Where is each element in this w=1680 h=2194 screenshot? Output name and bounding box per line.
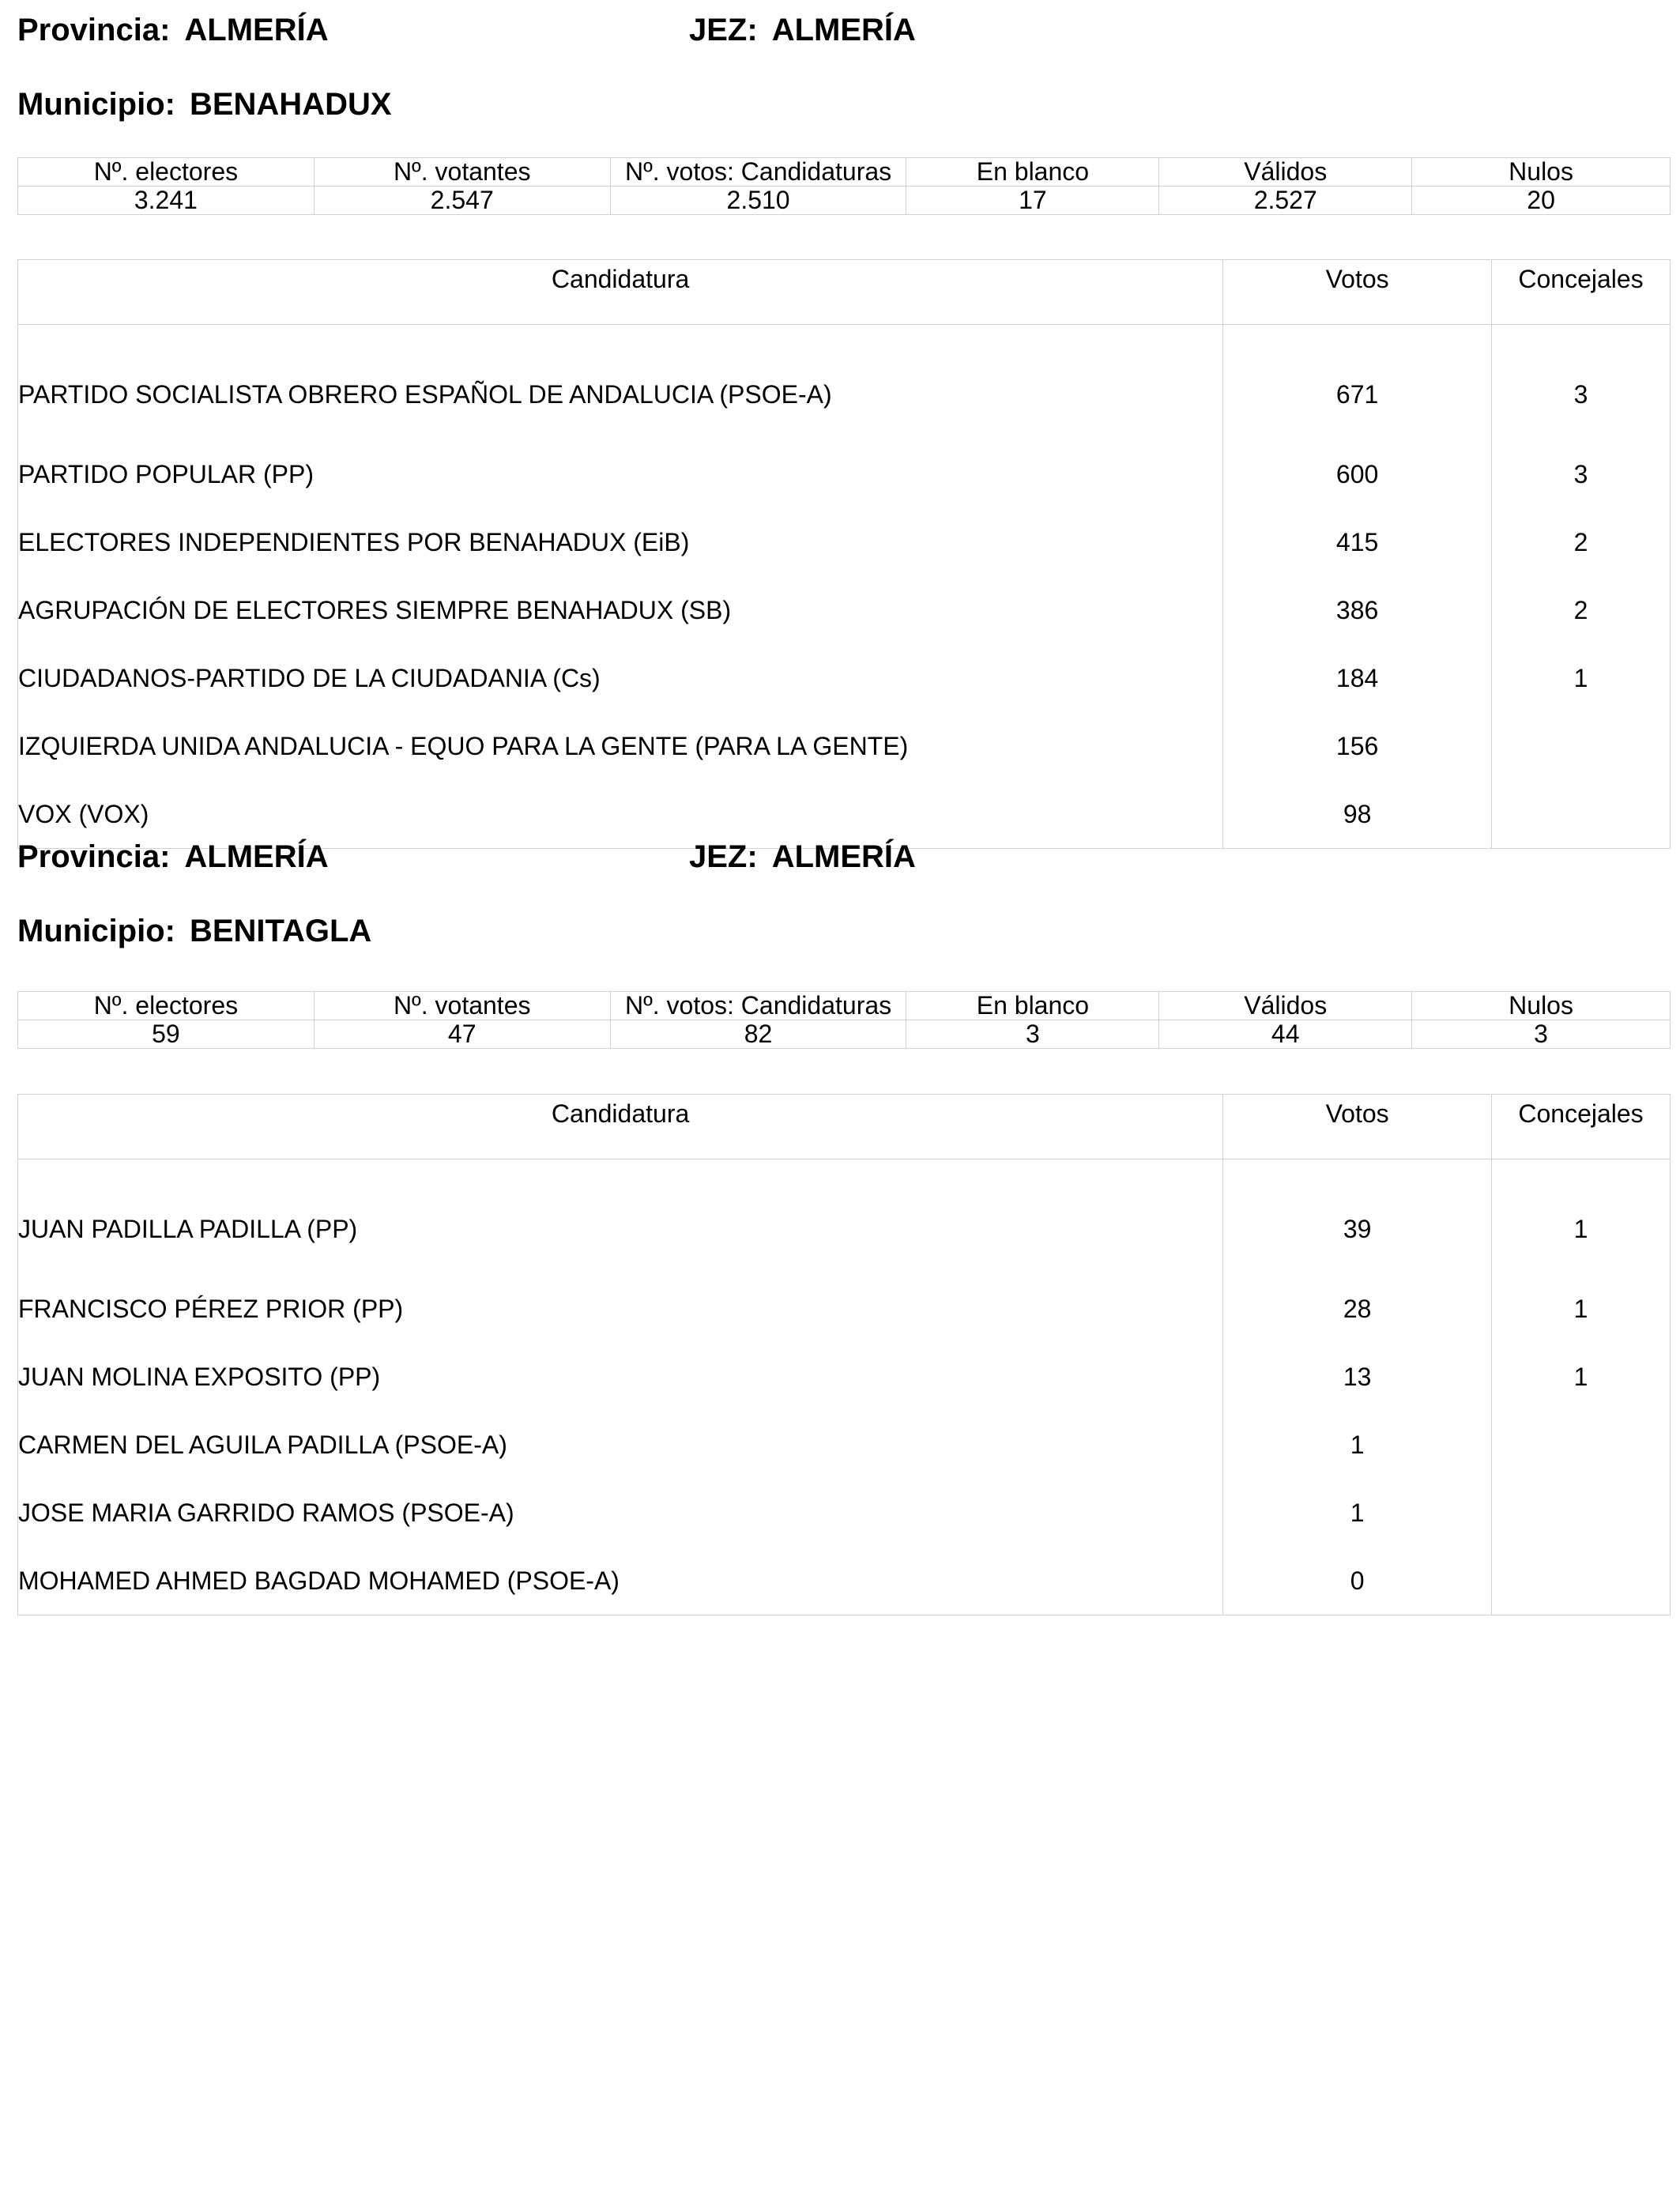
- concejales-cell: [1492, 712, 1671, 780]
- summary-value-cell: 44: [1159, 1020, 1412, 1049]
- summary-header-cell: Nº. votos: Candidaturas: [610, 158, 906, 187]
- concejales-cell: 2: [1492, 576, 1671, 644]
- provincia-header: [17, 11, 916, 49]
- summary-header-cell: Nº. votantes: [314, 992, 610, 1020]
- municipio-header: [17, 85, 392, 123]
- concejales-cell: 1: [1492, 1159, 1671, 1276]
- results-header-concejales: Concejales: [1492, 260, 1671, 325]
- votos-cell: 1: [1223, 1411, 1492, 1479]
- municipio-section: [17, 11, 1671, 828]
- concejales-cell: [1492, 1411, 1671, 1479]
- table-row: [18, 576, 1671, 644]
- votos-cell: 671: [1223, 325, 1492, 441]
- summary-value-cell: 3: [1412, 1020, 1671, 1049]
- jez-value: ALMERÍA: [771, 839, 916, 874]
- candidatura-cell: MOHAMED AHMED BAGDAD MOHAMED (PSOE-A): [18, 1547, 1223, 1615]
- summary-value-cell: 2.510: [610, 187, 906, 215]
- jez-header: [689, 11, 916, 49]
- results-header-candidatura: Candidatura: [18, 260, 1223, 325]
- summary-value-cell: 2.527: [1159, 187, 1412, 215]
- candidatura-cell: JUAN MOLINA EXPOSITO (PP): [18, 1343, 1223, 1411]
- concejales-cell: 3: [1492, 440, 1671, 508]
- summary-value-row: [18, 187, 1671, 215]
- votos-cell: 13: [1223, 1343, 1492, 1411]
- results-header-votos: Votos: [1223, 1095, 1492, 1159]
- table-row: [18, 1159, 1671, 1276]
- table-row: [18, 1275, 1671, 1343]
- votos-cell: 386: [1223, 576, 1492, 644]
- summary-header-cell: Nº. votos: Candidaturas: [610, 992, 906, 1020]
- table-row: [18, 1411, 1671, 1479]
- results-header-candidatura: Candidatura: [18, 1095, 1223, 1159]
- jez-label: JEZ:: [689, 13, 758, 47]
- table-row: [18, 440, 1671, 508]
- candidatura-cell: CARMEN DEL AGUILA PADILLA (PSOE-A): [18, 1411, 1223, 1479]
- summary-header-cell: Nulos: [1412, 992, 1671, 1020]
- provincia-label: Provincia:: [17, 839, 171, 874]
- summary-header-row: [18, 158, 1671, 187]
- table-row: [18, 712, 1671, 780]
- candidatura-cell: ELECTORES INDEPENDIENTES POR BENAHADUX (EiB): [18, 508, 1223, 576]
- summary-value-cell: 3: [906, 1020, 1159, 1049]
- concejales-cell: 2: [1492, 508, 1671, 576]
- summary-table: [17, 991, 1671, 1049]
- summary-value-cell: 20: [1412, 187, 1671, 215]
- table-row: [18, 644, 1671, 712]
- municipio-label: Municipio:: [17, 914, 175, 948]
- jez-value: ALMERÍA: [771, 13, 916, 47]
- summary-header-cell: En blanco: [906, 158, 1159, 187]
- candidatura-cell: CIUDADANOS-PARTIDO DE LA CIUDADANIA (Cs): [18, 644, 1223, 712]
- summary-value-cell: 82: [610, 1020, 906, 1049]
- concejales-cell: [1492, 1547, 1671, 1615]
- provincia-label: Provincia:: [17, 13, 171, 47]
- municipio-value: BENITAGLA: [189, 914, 372, 948]
- summary-value-cell: 17: [906, 187, 1159, 215]
- summary-value-cell: 2.547: [314, 187, 610, 215]
- candidatura-cell: IZQUIERDA UNIDA ANDALUCIA - EQUO PARA LA GENTE (PARA LA GENTE): [18, 712, 1223, 780]
- candidatura-cell: JOSE MARIA GARRIDO RAMOS (PSOE-A): [18, 1479, 1223, 1547]
- candidatura-cell: JUAN PADILLA PADILLA (PP): [18, 1159, 1223, 1276]
- votos-cell: 184: [1223, 644, 1492, 712]
- jez-header: [689, 838, 916, 876]
- votos-cell: 98: [1223, 780, 1492, 849]
- provincia-header: [17, 838, 916, 876]
- table-row: [18, 325, 1671, 441]
- results-table: [17, 1094, 1671, 1615]
- votos-cell: 0: [1223, 1547, 1492, 1615]
- table-row: [18, 1479, 1671, 1547]
- votos-cell: 28: [1223, 1275, 1492, 1343]
- votos-cell: 1: [1223, 1479, 1492, 1547]
- candidatura-cell: FRANCISCO PÉREZ PRIOR (PP): [18, 1275, 1223, 1343]
- table-row: [18, 1547, 1671, 1615]
- municipio-header: [17, 912, 371, 950]
- votos-cell: 156: [1223, 712, 1492, 780]
- municipio-value: BENAHADUX: [189, 87, 392, 122]
- summary-header-cell: Válidos: [1159, 992, 1412, 1020]
- candidatura-cell: PARTIDO SOCIALISTA OBRERO ESPAÑOL DE ANDALUCIA (PSOE-A): [18, 325, 1223, 441]
- candidatura-cell: PARTIDO POPULAR (PP): [18, 440, 1223, 508]
- municipio-label: Municipio:: [17, 87, 175, 122]
- summary-header-row: [18, 992, 1671, 1020]
- results-header-row: [18, 260, 1671, 325]
- summary-value-cell: 59: [18, 1020, 315, 1049]
- table-row: [18, 1343, 1671, 1411]
- concejales-cell: 3: [1492, 325, 1671, 441]
- summary-value-row: [18, 1020, 1671, 1049]
- results-header-concejales: Concejales: [1492, 1095, 1671, 1159]
- concejales-cell: 1: [1492, 644, 1671, 712]
- jez-label: JEZ:: [689, 839, 758, 874]
- results-header-row: [18, 1095, 1671, 1159]
- summary-header-cell: Nº. electores: [18, 992, 315, 1020]
- summary-header-cell: Nulos: [1412, 158, 1671, 187]
- votos-cell: 415: [1223, 508, 1492, 576]
- summary-header-cell: Nº. votantes: [314, 158, 610, 187]
- concejales-cell: 1: [1492, 1275, 1671, 1343]
- results-header-votos: Votos: [1223, 260, 1492, 325]
- summary-header-cell: Válidos: [1159, 158, 1412, 187]
- votos-cell: 600: [1223, 440, 1492, 508]
- summary-value-cell: 47: [314, 1020, 610, 1049]
- results-table: [17, 259, 1671, 849]
- summary-header-cell: En blanco: [906, 992, 1159, 1020]
- provincia-value: ALMERÍA: [184, 13, 329, 47]
- summary-header-cell: Nº. electores: [18, 158, 315, 187]
- provincia-value: ALMERÍA: [184, 839, 329, 874]
- table-row: [18, 508, 1671, 576]
- votos-cell: 39: [1223, 1159, 1492, 1276]
- municipio-section: [17, 838, 1671, 1628]
- concejales-cell: [1492, 1479, 1671, 1547]
- summary-table: [17, 157, 1671, 215]
- candidatura-cell: VOX (VOX): [18, 780, 1223, 849]
- candidatura-cell: AGRUPACIÓN DE ELECTORES SIEMPRE BENAHADUX (SB): [18, 576, 1223, 644]
- concejales-cell: 1: [1492, 1343, 1671, 1411]
- summary-value-cell: 3.241: [18, 187, 315, 215]
